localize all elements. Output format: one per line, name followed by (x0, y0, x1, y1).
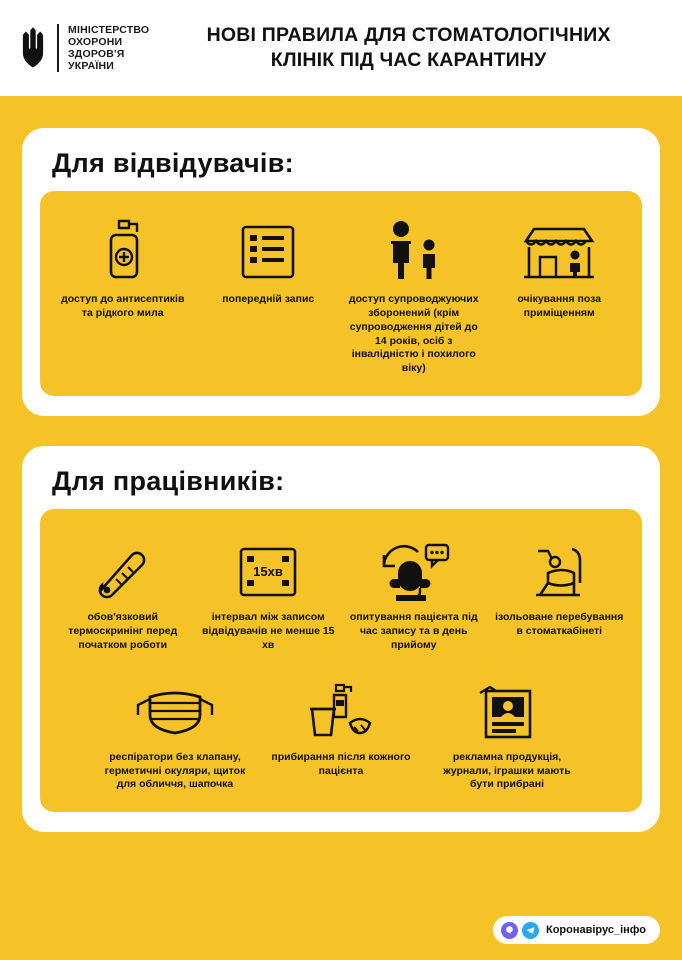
rule-item (424, 667, 590, 793)
rule-item (196, 527, 342, 653)
ministry-name (57, 24, 149, 73)
rule-item (341, 527, 487, 653)
section-workers (22, 446, 660, 832)
calendar-15min-icon (235, 527, 301, 601)
visitors-row (50, 209, 632, 376)
rule-label: респіратори без клапану, герметичні окуляри, щиток для обличчя, шапочка (104, 750, 246, 791)
footer-contact-label: Коронавірус_інфо (545, 924, 646, 936)
workers-row-1 (50, 527, 632, 653)
rule-label: прибирання після кожного пацієнта (271, 750, 411, 777)
dental-chair-icon (526, 527, 592, 601)
rule-label: інтервал між записом відвідувачів не менше 15 хв (201, 611, 335, 651)
section-workers-title: Для працівників: (52, 466, 285, 497)
poster-body (0, 96, 682, 960)
rule-item (487, 209, 633, 321)
building-outside-icon (520, 209, 598, 283)
ministry-line-4: УКРАЇНИ (68, 60, 115, 73)
telegram-icon[interactable] (522, 922, 539, 939)
rule-item (50, 209, 196, 321)
section-visitors (22, 128, 660, 416)
ministry-line-3: ЗДОРОВ'Я (68, 48, 125, 60)
phone-survey-icon (376, 527, 452, 601)
rule-label: доступ супроводжуючих зборонений (крім супроводження дітей до 14 років, осіб з інвалідністю і похилого віку) (348, 293, 479, 375)
soap-dispenser-icon (97, 209, 149, 283)
rule-label: очікування поза приміщенням (517, 293, 602, 319)
page-title-line-1: НОВІ ПРАВИЛА ДЛЯ СТОМАТОЛОГІЧНИХ (206, 24, 611, 47)
svg-text:15хв: 15хв (253, 564, 284, 580)
ministry-logo (18, 24, 149, 73)
magazines-toys-icon (472, 667, 542, 741)
ministry-line-1: МІНІСТЕРСТВО (68, 23, 150, 36)
thermometer-icon (92, 527, 154, 601)
page-header (0, 0, 682, 96)
rule-item (487, 527, 633, 639)
person-with-child-icon (379, 209, 449, 283)
cleaning-supplies-icon (306, 667, 376, 741)
respirator-mask-icon (134, 667, 216, 741)
page-title-line-2: КЛІНІК ПІД ЧАС КАРАНТИНУ (270, 49, 547, 71)
rule-item (92, 667, 258, 793)
rule-label: рекламна продукція, журнали, іграшки мають бути прибрані (443, 750, 571, 791)
messenger-icons (501, 922, 539, 939)
footer-contact-badge[interactable] (493, 916, 660, 944)
section-visitors-title: Для відвідувачів: (52, 148, 294, 178)
viber-icon[interactable] (501, 922, 518, 939)
checklist-icon (237, 209, 299, 283)
rule-item (50, 527, 196, 653)
rule-item (196, 209, 342, 307)
workers-row-2 (50, 667, 632, 793)
page-title (149, 23, 666, 73)
section-visitors-content (40, 191, 642, 396)
rule-label: обов'язковий термоскринінг перед початком роботи (68, 611, 178, 651)
rule-item (341, 209, 487, 376)
rule-item (258, 667, 424, 779)
ukraine-trident-icon (18, 27, 48, 69)
section-workers-content (40, 509, 642, 812)
rule-label: опитування пацієнта під час запису та в день прийому (349, 611, 478, 651)
rule-label: попередній запис (222, 293, 315, 305)
rule-label: доступ до антисептиків та рідкого мила (61, 293, 185, 319)
ministry-line-2: ОХОРОНИ (68, 35, 123, 48)
rule-label: ізольоване перебування в стоматкабінеті (495, 611, 624, 638)
